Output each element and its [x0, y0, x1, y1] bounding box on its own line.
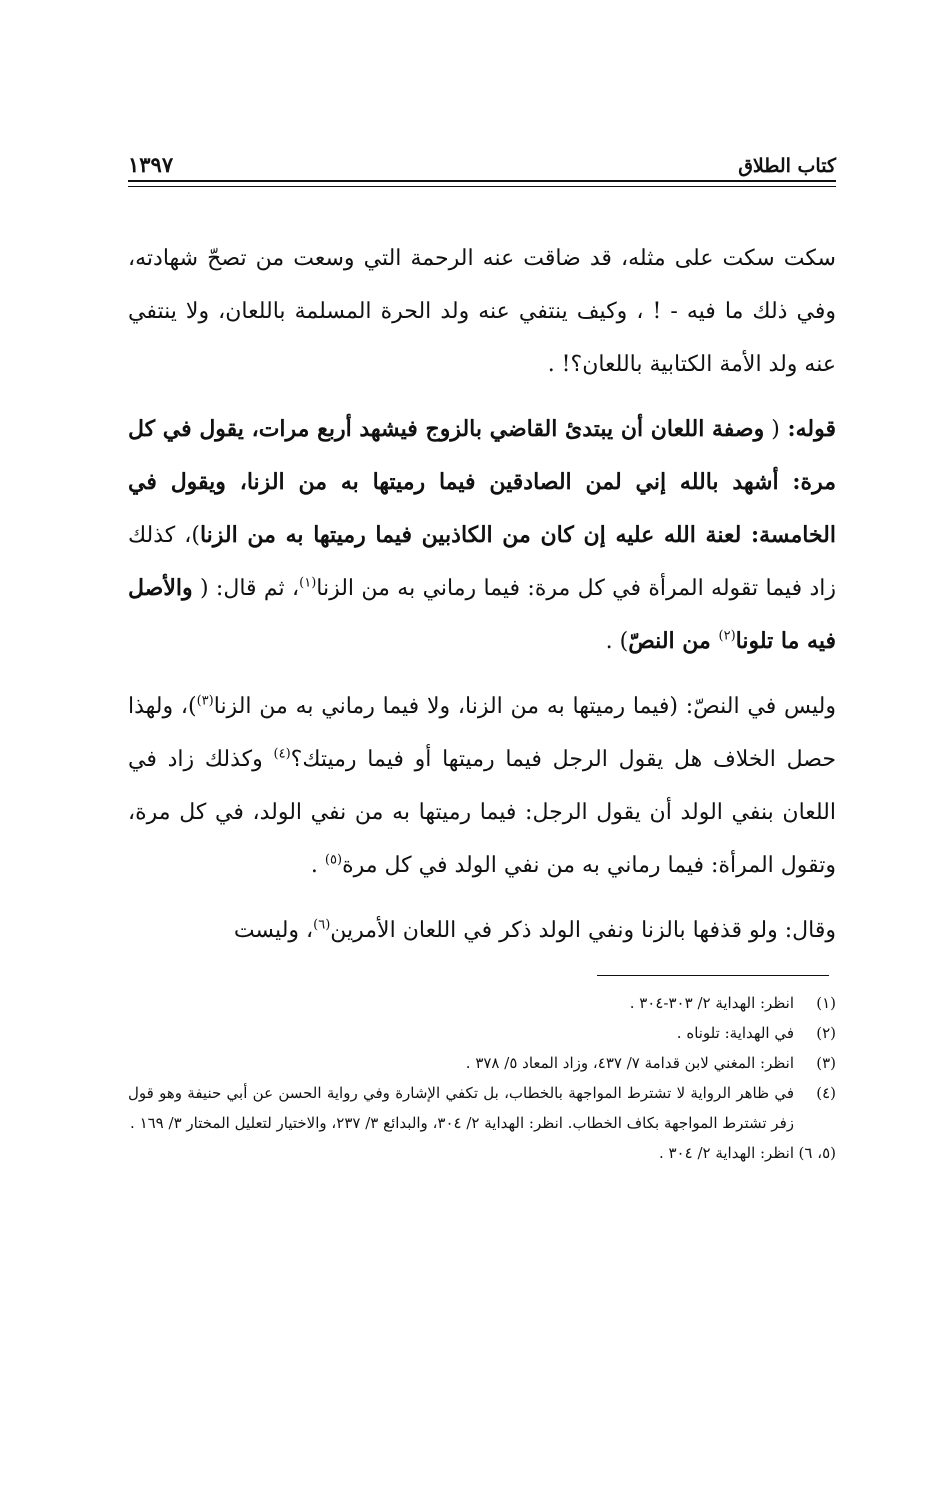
header-rule-thick — [128, 180, 836, 182]
footnote-reference: (٢) — [718, 628, 736, 644]
footnote-number: (١) — [816, 994, 836, 1012]
footnote-text: انظر: الهداية ٢/ ٣٠٣-٣٠٤ . — [629, 994, 794, 1012]
footnote-reference: (٤) — [273, 746, 291, 762]
footnotes — [128, 988, 836, 1168]
text-run: وقال: ولو قذفها بالزنا ونفي الولد ذكر في اللعان الأمرين — [330, 918, 836, 943]
footnote — [128, 988, 836, 1018]
text-run: )، كذلك زاد فيما تقوله المرأة في كل مرة: فيما رماني به من الزنا — [128, 523, 836, 601]
quoted-text: من النصّ — [628, 628, 719, 654]
footnote — [128, 1078, 836, 1138]
text-run: ( — [764, 417, 780, 442]
text-run: ، وليست — [233, 918, 314, 943]
footnote-number: (٤) — [816, 1084, 836, 1102]
quoted-text: والأصل فيه ما تلونا — [128, 575, 836, 654]
paragraph — [128, 403, 836, 668]
paragraph — [128, 232, 836, 391]
footnote-number: (٥، ٦) — [798, 1144, 836, 1162]
text-run: ، ثم قال: ( — [192, 576, 300, 601]
text-run: سكت سكت على مثله، قد ضاقت عنه الرحمة التي وسعت من تصحّ شهادته، وفي ذلك ما فيه - ! ، وكيف ينتفي عنه ولد الحرة المسلمة باللعان، ولا ينتفي عنه ولد الأمة الكتابية باللعان؟! . — [128, 246, 836, 377]
text-run: وكذلك زاد في اللعان بنفي الولد أن يقول الرجل: فيما رميتها به من نفي الولد، في كل مرة، وتقول المرأة: فيما رماني به من نفي الولد في كل مرة — [128, 747, 836, 878]
footnote — [128, 1018, 836, 1048]
chapter-title: كتاب الطلاق — [738, 155, 836, 177]
page-header — [128, 143, 836, 177]
text-run: وليس في النصّ: (فيما رميتها به من الزنا، ولا فيما رماني به من الزنا — [213, 694, 836, 719]
footnote — [128, 1138, 836, 1168]
footnote-reference: (٦) — [313, 917, 331, 933]
footnote-text: في ظاهر الرواية لا تشترط المواجهة بالخطاب، بل تكفي الإشارة وفي رواية الحسن عن أبي حنيفة وهو قول زفر تشترط المواجهة بكاف الخطاب. انظر: الهداية ٢/ ٣٠٤، والبدائع ٣/ ٢٣٧، والاختيار لتعليل المختار ٣/ ١٦٩ . — [128, 1084, 794, 1132]
footnote-text: انظر: المغني لابن قدامة ٧/ ٤٣٧، وزاد المعاد ٥/ ٣٧٨ . — [465, 1054, 794, 1072]
main-text — [128, 232, 836, 957]
footnote-text: في الهداية: تلوناه . — [676, 1024, 794, 1042]
page-number: ١٣٩٧ — [128, 152, 174, 177]
paragraph — [128, 904, 836, 957]
header-rule-thin — [128, 186, 836, 187]
footnote-number: (٢) — [816, 1024, 836, 1042]
text-run: . — [310, 853, 325, 878]
paragraph — [128, 680, 836, 892]
quoted-text: وصفة اللعان أن يبتدئ القاضي بالزوج فيشهد أربع مرات، يقول في كل مرة: أشهد بالله إني لمن الصادقين فيما رميتها به من الزنا، ويقول في الخامسة: لعنة الله عليه إن كان من الكاذبين فيما رميتها به من الزنا — [128, 416, 836, 548]
footnote-text: انظر: الهداية ٢/ ٣٠٤ . — [658, 1144, 794, 1162]
footnote-separator — [597, 975, 829, 976]
quoted-text: قوله: — [779, 416, 836, 442]
footnote-number: (٣) — [816, 1054, 836, 1072]
footnote-reference: (٥) — [324, 852, 343, 868]
footnote-reference: (٣) — [196, 693, 214, 709]
footnote-reference: (١) — [299, 575, 317, 591]
text-run: )، ولهذا حصل الخلاف هل يقول الرجل فيما رميتها أو فيما رميتك؟ — [128, 694, 836, 772]
text-run: ) . — [605, 629, 629, 654]
footnote — [128, 1048, 836, 1078]
